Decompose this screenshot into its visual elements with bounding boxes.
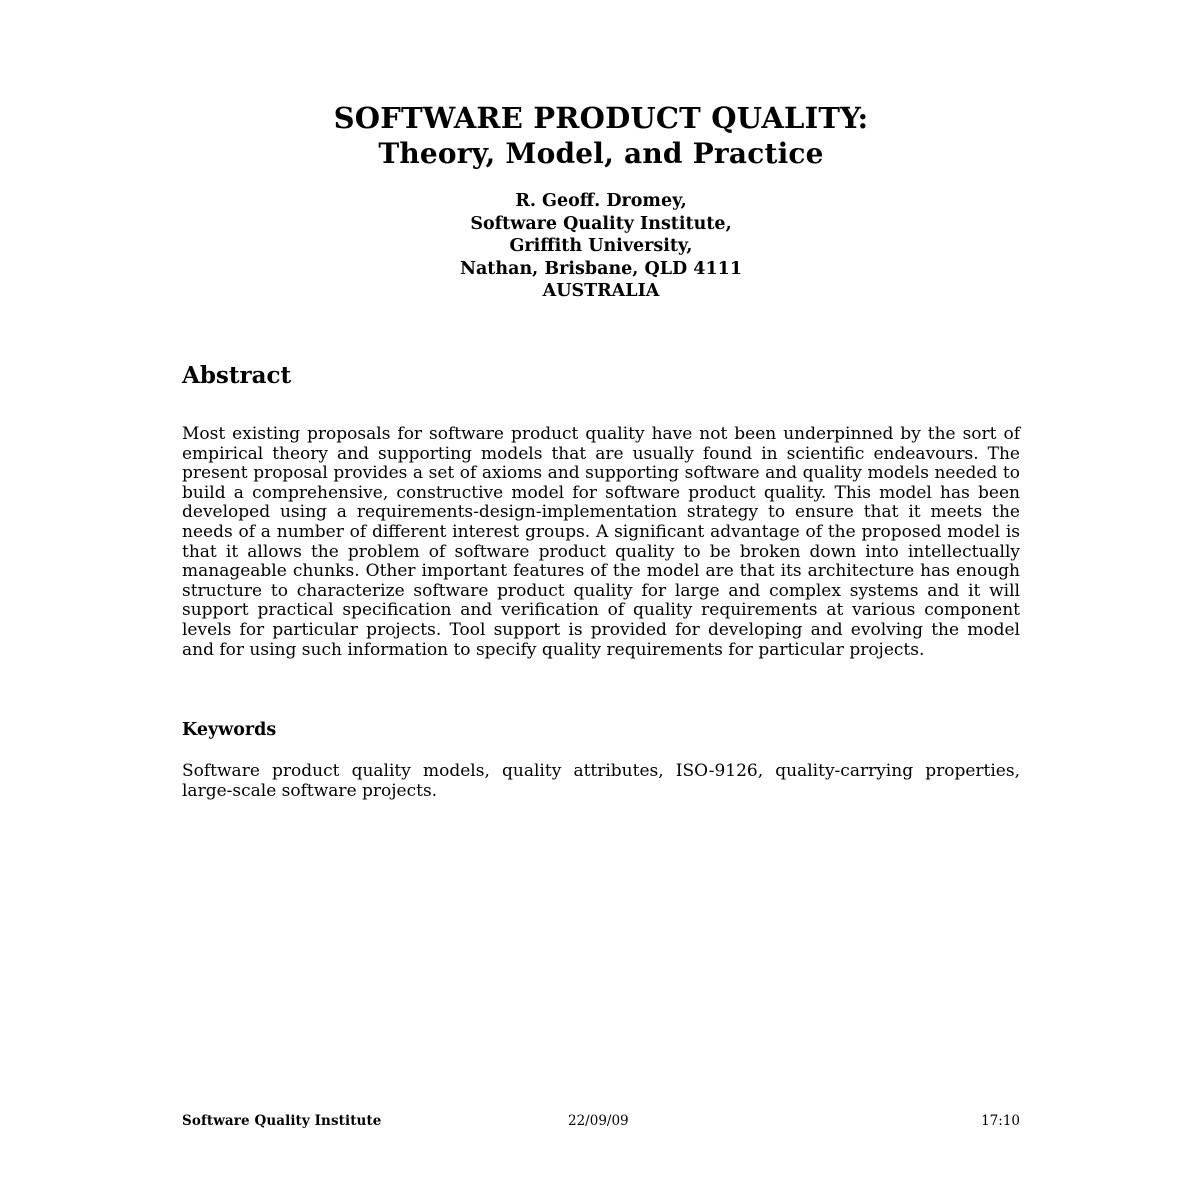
author-affiliation-block [182, 190, 1020, 303]
affiliation-institute: Software Quality Institute, [470, 213, 732, 234]
abstract-heading: Abstract [182, 362, 292, 389]
abstract-paragraph: Most existing proposals for software product quality have not been underpinned by the sort of empirical theory and supporting models that are usually found in scientific endeavours. The present proposal provides a set of axioms and supporting software and quality models needed to build a comprehensive, constructive model for software product quality. This model has been developed using a requirements-design-implementation strategy to ensure that it meets the needs of a number of different interest groups. A significant advantage of the proposed model is that it allows the problem of software product quality to be broken down into intellectually manageable chunks. Other important features of the model are that its architecture has enough structure to characterize software product quality for large and complex systems and it will support practical specification and verification of quality requirements at various component levels for particular projects. Tool support is provided for developing and evolving the model and for using such information to specify quality requirements for particular projects. [182, 424, 1020, 660]
keywords-heading: Keywords [182, 720, 277, 740]
affiliation-university: Griffith University, [509, 236, 693, 256]
title-line-main: SOFTWARE PRODUCT QUALITY: [333, 101, 869, 135]
footer-date: 22/09/09 [568, 1113, 629, 1129]
affiliation-address: Nathan, Brisbane, QLD 4111 [459, 258, 743, 279]
page-footer [182, 1111, 1020, 1131]
title-line-subtitle: Theory, Model, and Practice [378, 137, 824, 170]
footer-organization: Software Quality Institute [182, 1113, 382, 1129]
affiliation-country: AUSTRALIA [542, 281, 660, 301]
footer-time: 17:10 [981, 1113, 1020, 1129]
author-name: R. Geoff. Dromey, [515, 191, 687, 211]
document-title [182, 100, 1020, 172]
keywords-paragraph: Software product quality models, quality attributes, ISO-9126, quality-carrying properties, large-scale software projects. [182, 761, 1020, 801]
